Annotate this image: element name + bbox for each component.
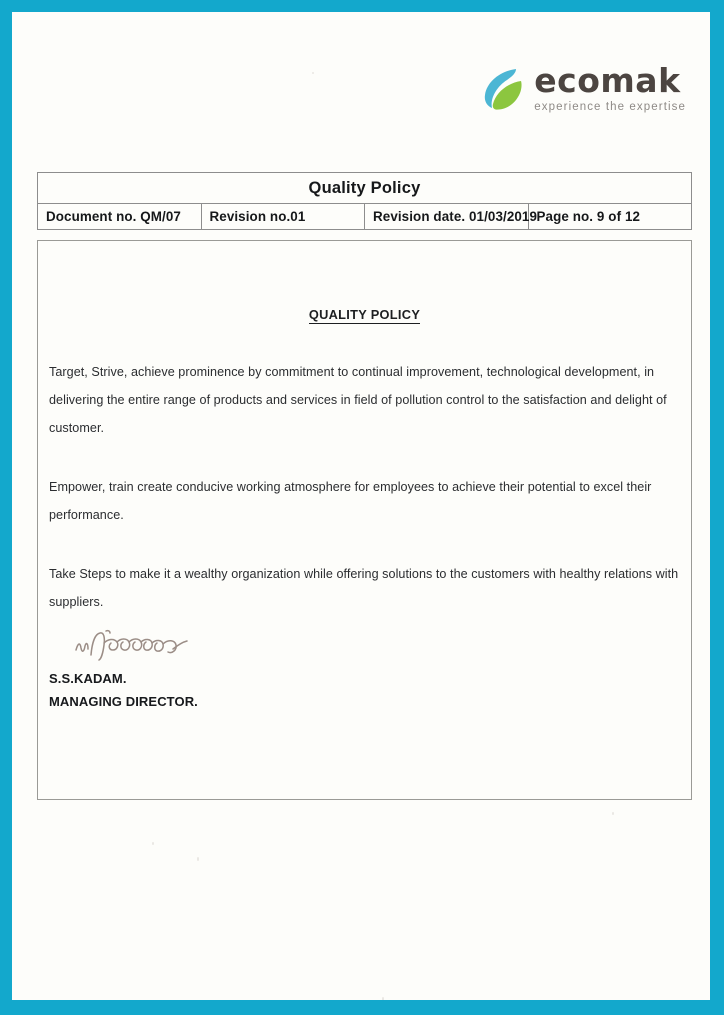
- revision-number-cell: Revision no.01: [201, 204, 365, 230]
- page-number-cell: Page no. 9 of 12: [528, 204, 692, 230]
- scan-speck: [197, 857, 199, 861]
- policy-paragraph-2: Empower, train create conducive working atmosphere for employees to achieve their potential to excel their performance.: [49, 480, 652, 522]
- page-border-bottom-margin: [0, 1015, 724, 1024]
- signatory-role: MANAGING DIRECTOR.: [49, 694, 198, 709]
- policy-paragraph-1: Target, Strive, achieve prominence by commitment to continual improvement, technological development, in delivering the entire range of products and services in field of pollution control to the satisfaction and delight of customer.: [49, 365, 667, 435]
- scan-speck: [152, 842, 154, 845]
- signatory-name: S.S.KADAM.: [49, 671, 127, 686]
- policy-body: [38, 358, 691, 616]
- company-logo: [483, 61, 686, 114]
- document-header-table: [37, 172, 692, 230]
- scan-speck: [312, 72, 314, 74]
- page-border-bottom: [0, 1000, 724, 1015]
- paper-surface: [12, 12, 710, 1000]
- table-row-meta: [38, 204, 692, 230]
- policy-heading: [38, 241, 691, 322]
- table-row-title: [38, 173, 692, 204]
- logo-tagline: experience the expertise: [534, 101, 686, 113]
- handwritten-signature-icon: [73, 629, 193, 665]
- policy-paragraph-3: Take Steps to make it a wealthy organization while offering solutions to the customers with healthy relations with suppliers.: [49, 567, 679, 609]
- scan-speck: [612, 812, 614, 815]
- signature-block: [49, 629, 198, 713]
- document-title-cell: Quality Policy: [38, 173, 692, 204]
- revision-date-cell: Revision date. 01/03/2019: [365, 204, 529, 230]
- logo-wordmark: ecomak: [534, 61, 681, 100]
- ecomak-leaf-icon: [483, 67, 525, 111]
- policy-content-box: [37, 240, 692, 800]
- policy-content-inner: [38, 241, 691, 799]
- policy-heading-text: QUALITY POLICY: [308, 307, 421, 322]
- document-number-cell: Document no. QM/07: [38, 204, 202, 230]
